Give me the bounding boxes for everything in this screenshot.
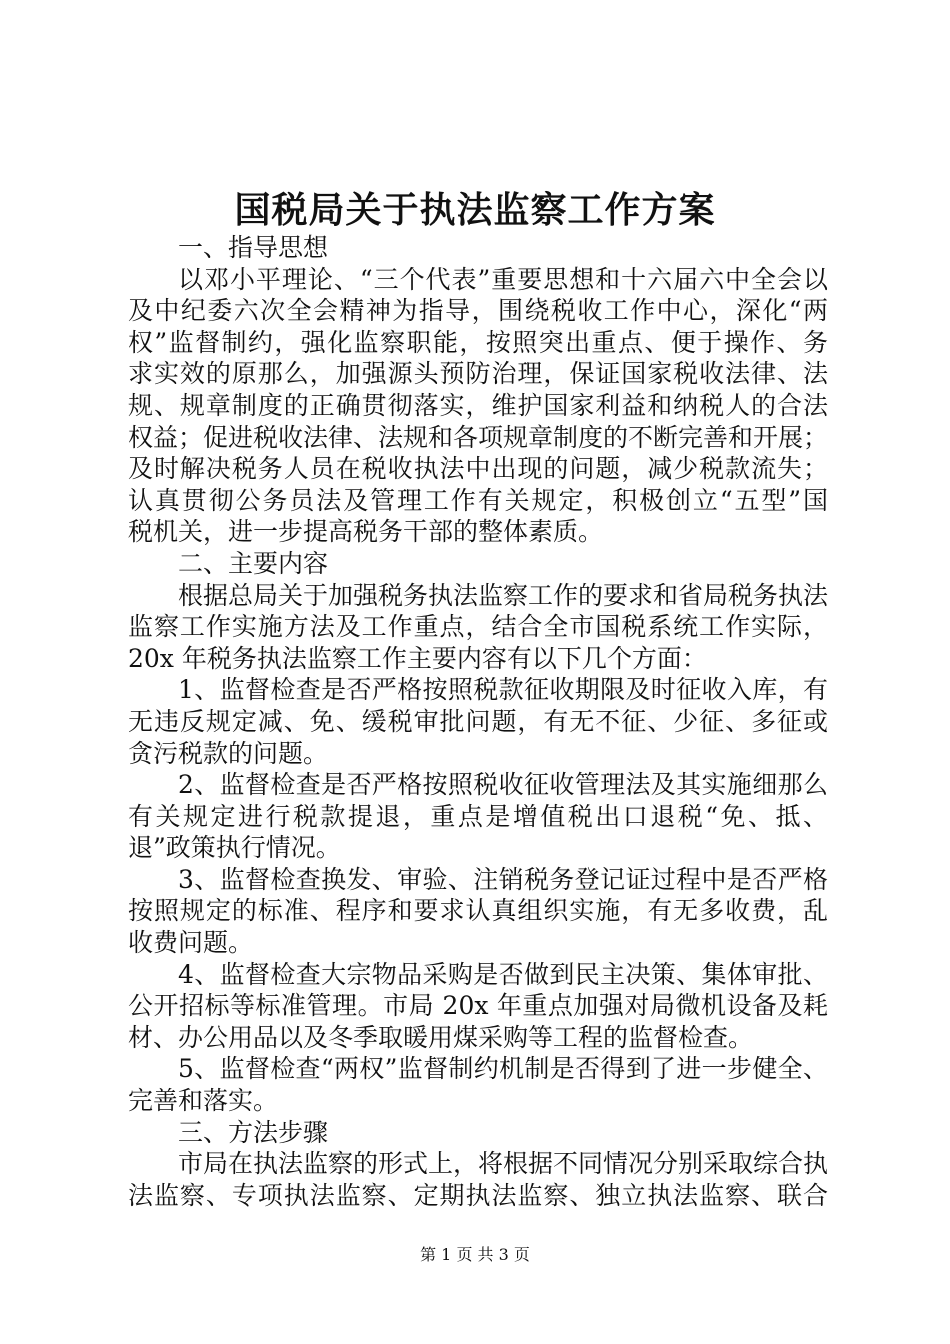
text-line: 三、方法步骤	[178, 1117, 329, 1147]
text-line: 退”政策执行情况。	[128, 833, 341, 863]
document-title: 国税局关于执法监察工作方案	[234, 189, 716, 231]
text-line: 一、指导思想	[178, 233, 329, 262]
text-line: 无违反规定减、免、缓税审批问题，有无不征、少征、多征或	[128, 706, 828, 736]
text-line: 按照规定的标准、程序和要求认真组织实施，有无多收费，乱	[128, 896, 828, 926]
text-line: 权益；促进税收法律、法规和各项规章制度的不断完善和开展；	[128, 422, 829, 452]
text-line: 法监察、专项执法监察、定期执法监察、独立执法监察、联合	[128, 1180, 828, 1210]
text-line: 权”监督制约，强化监察职能，按照突出重点、便于操作、务	[128, 327, 828, 357]
text-line: 3、监督检查换发、审验、注销税务登记证过程中是否严格	[178, 864, 828, 894]
text-line: 贪污税款的问题。	[128, 738, 329, 768]
text-line: 认真贯彻公务员法及管理工作有关规定，积极创立“五型”国	[128, 485, 828, 515]
text-line: 及中纪委六次全会精神为指导，围绕税收工作中心，深化“两	[128, 296, 828, 326]
text-line: 税机关，进一步提高税务干部的整体素质。	[128, 517, 604, 547]
text-line: 完善和落实。	[128, 1086, 279, 1116]
text-line: 以邓小平理论、“三个代表”重要思想和十六届六中全会以	[178, 264, 828, 294]
text-line: 公开招标等标准管理。市局 20x 年重点加强对局微机设备及耗	[128, 991, 828, 1021]
text-line: 求实效的原那么，加强源头预防治理，保证国家税收法律、法	[128, 359, 828, 389]
text-line: 20x 年税务执法监察工作主要内容有以下几个方面：	[128, 643, 707, 673]
text-line: 2、监督检查是否严格按照税收征收管理法及其实施细那么	[178, 770, 828, 800]
text-line: 规、规章制度的正确贯彻落实，维护国家利益和纳税人的合法	[128, 390, 828, 420]
text-line: 5、监督检查“两权”监督制约机制是否得到了进一步健全、	[178, 1054, 828, 1084]
text-line: 4、监督检查大宗物品采购是否做到民主决策、集体审批、	[178, 959, 828, 989]
text-line: 监察工作实施方法及工作重点，结合全市国税系统工作实际，	[128, 612, 828, 642]
page-footer: 第 1 页 共 3 页	[420, 1245, 530, 1264]
text-line: 及时解决税务人员在税收执法中出现的问题，减少税款流失；	[128, 454, 828, 484]
text-line: 材、办公用品以及冬季取暖用煤采购等工程的监督检查。	[128, 1022, 754, 1052]
text-line: 收费问题。	[128, 928, 254, 958]
text-line: 根据总局关于加强税务执法监察工作的要求和省局税务执法	[178, 580, 829, 610]
text-line: 市局在执法监察的形式上，将根据不同情况分别采取综合执	[178, 1149, 829, 1179]
text-line: 1、监督检查是否严格按照税款征收期限及时征收入库，有	[178, 675, 828, 705]
text-line: 有关规定进行税款提退，重点是增值税出口退税“免、抵、	[128, 801, 828, 831]
text-line: 二、主要内容	[178, 548, 329, 578]
document-body	[128, 232, 828, 1211]
